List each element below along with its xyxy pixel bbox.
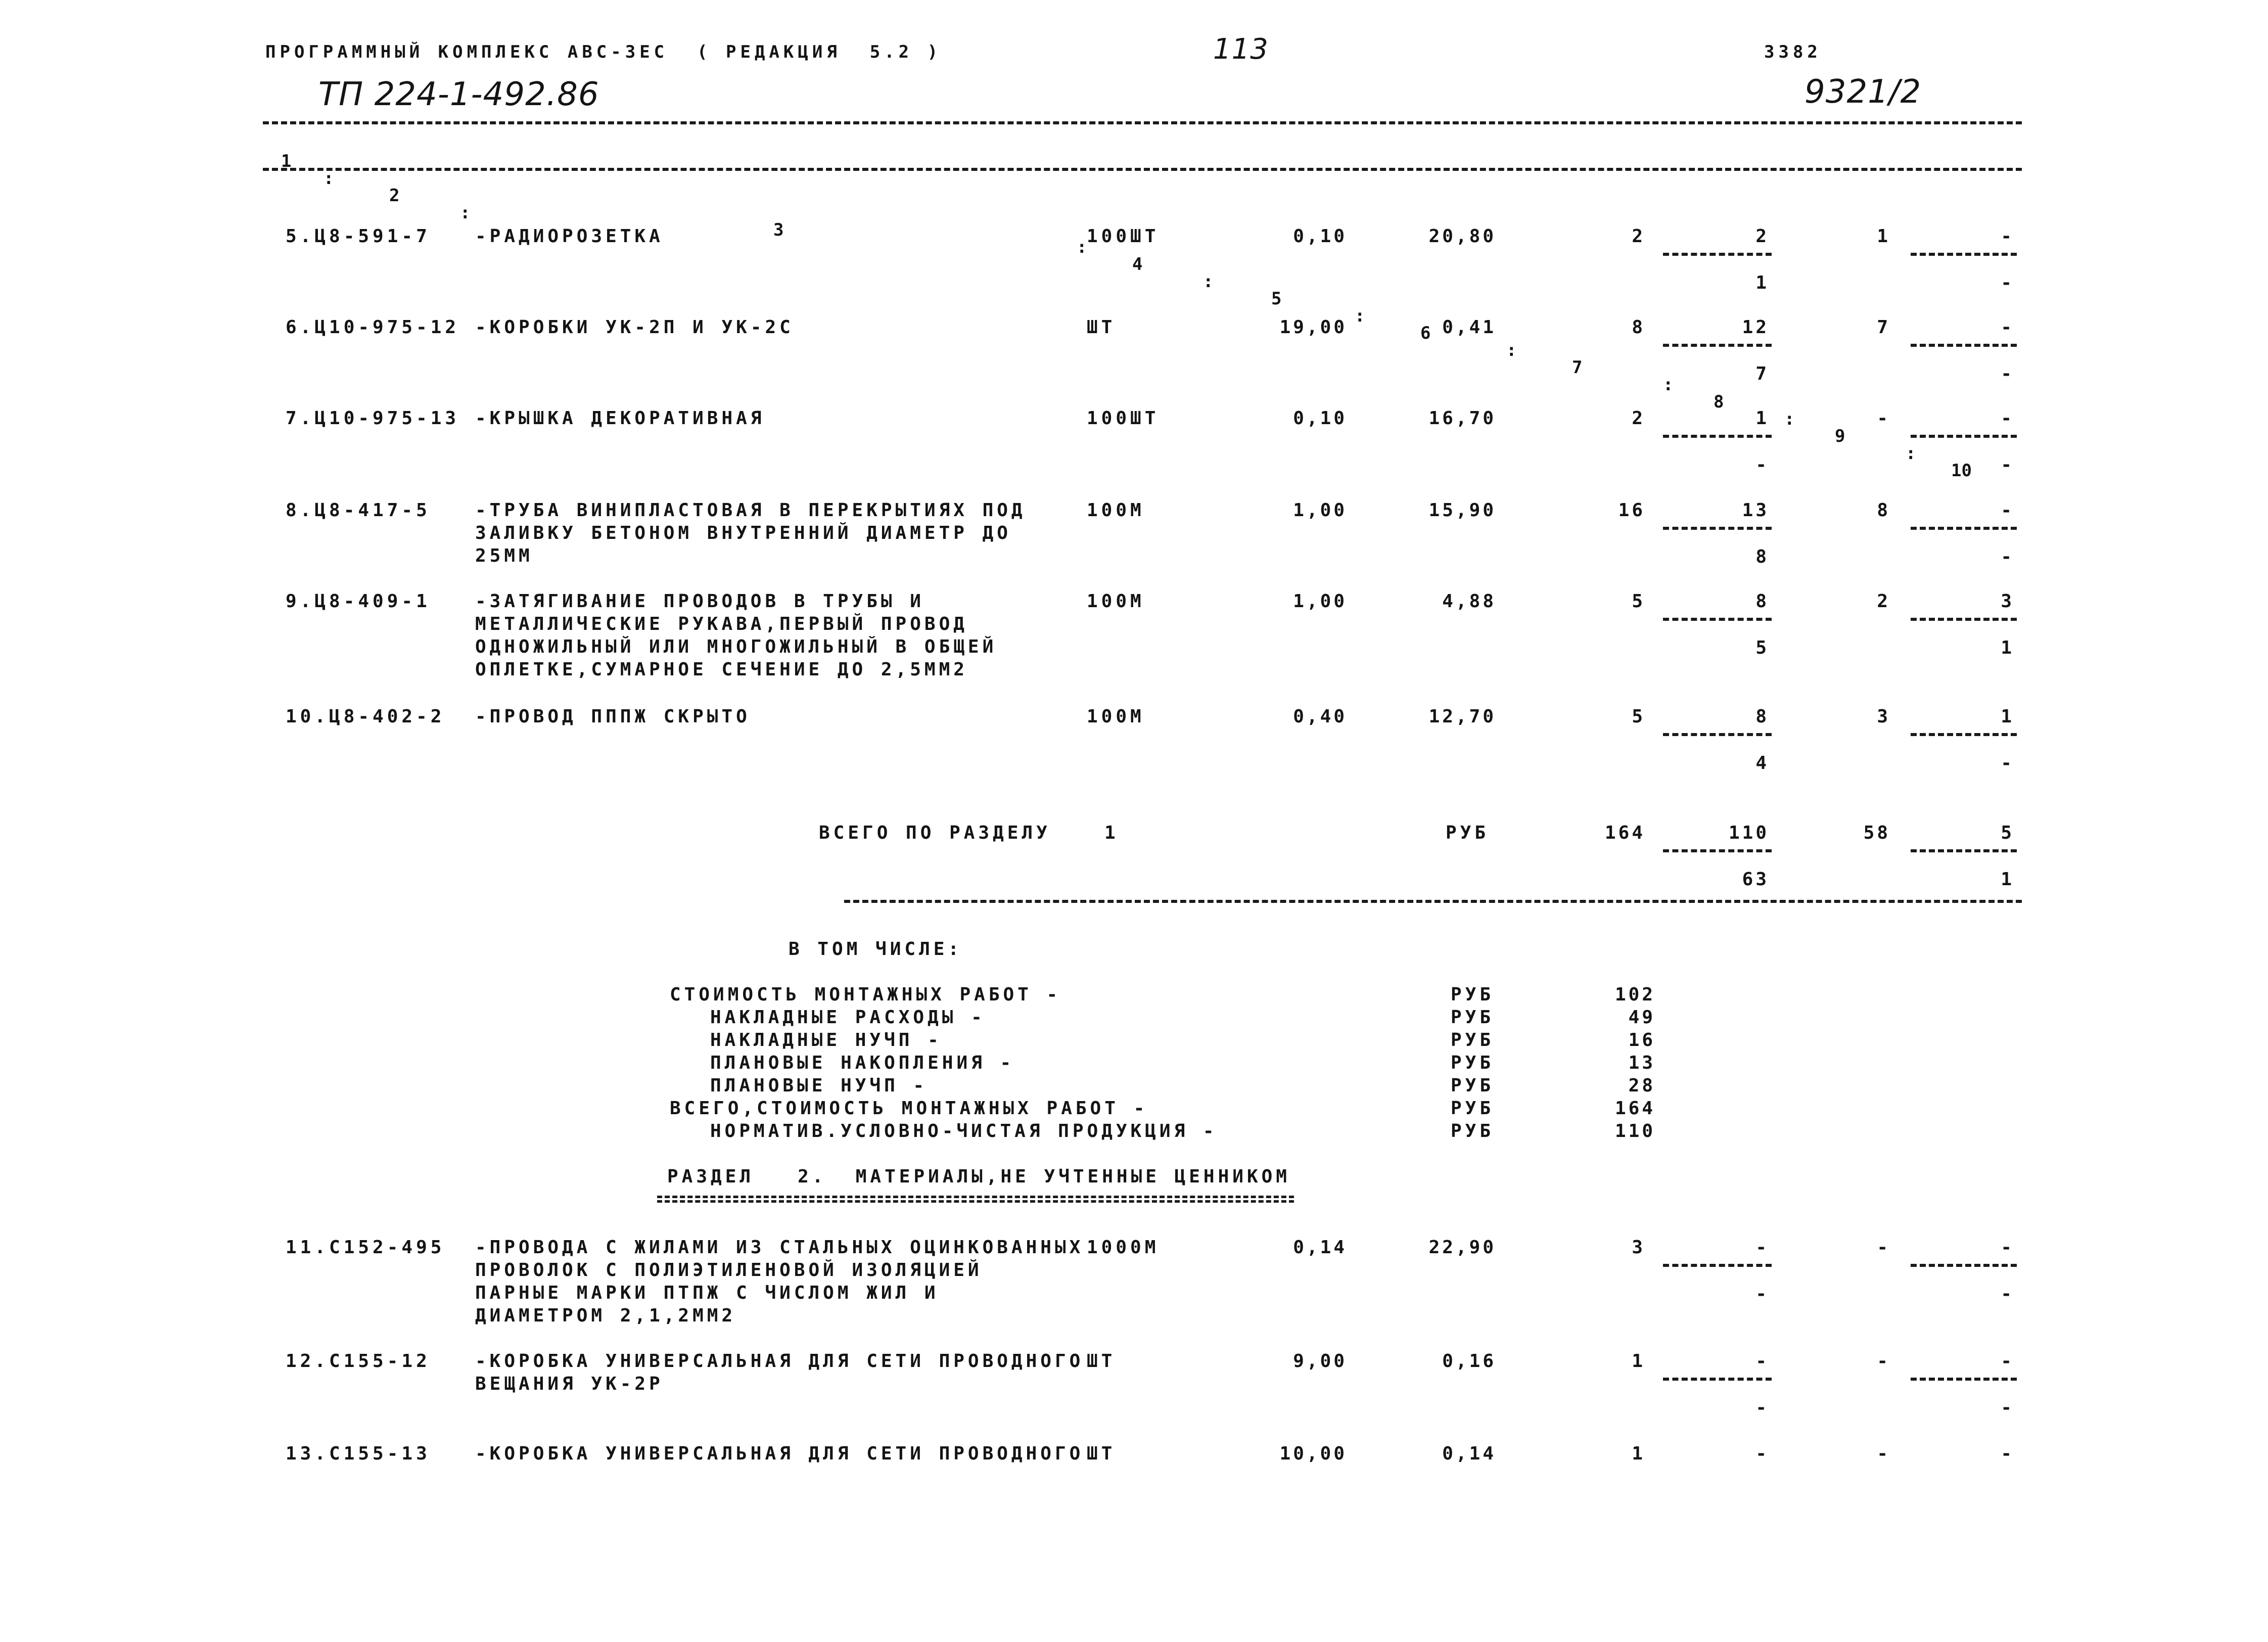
row-col7-total: 16 — [1618, 500, 1645, 521]
row-unit: 100М — [1087, 706, 1145, 727]
row-col8-divider — [1663, 435, 1772, 438]
breakdown-unit: РУБ — [1451, 1098, 1495, 1119]
row-col9: 2 — [1877, 591, 1890, 612]
row-unit: ШТ — [1087, 317, 1116, 338]
row-col8-top: 12 — [1742, 317, 1769, 338]
total-col10-bottom: 1 — [2001, 869, 2014, 890]
breakdown-unit: РУБ — [1451, 1007, 1495, 1028]
row-col10-bottom: - — [2001, 546, 2014, 567]
row-col10-top: - — [2001, 408, 2014, 429]
sheet-number-handwritten: 9321/2 — [1804, 73, 1922, 111]
row-position-code: 12.С155-12 — [286, 1351, 431, 1372]
row-unit: 100М — [1087, 591, 1145, 612]
row-unit: ШТ — [1087, 1443, 1116, 1464]
row-col7-total: 2 — [1632, 226, 1645, 247]
row-name-line: -ПРОВОД ПППЖ СКРЫТО — [475, 706, 751, 727]
row-col10-top: - — [2001, 1351, 2014, 1372]
row-name-line: ОДНОЖИЛЬНЫЙ ИЛИ МНОГОЖИЛЬНЫЙ В ОБЩЕЙ — [475, 636, 997, 657]
col-num-10: 10 — [1951, 461, 1972, 481]
breakdown-unit: РУБ — [1451, 1121, 1495, 1142]
row-unit-price: 0,41 — [1442, 317, 1496, 338]
breakdown-label: ПЛАНОВЫЕ НУЧП - — [710, 1075, 928, 1096]
page-number: 113 — [1213, 33, 1269, 66]
row-col10-bottom: - — [2001, 454, 2014, 475]
row-name-line: -КОРОБКА УНИВЕРСАЛЬНАЯ ДЛЯ СЕТИ ПРОВОДНОГО — [475, 1443, 1084, 1464]
row-col8-bottom: - — [1755, 454, 1769, 475]
row-name-line: ВЕЩАНИЯ УК-2Р — [475, 1374, 664, 1394]
breakdown-label: ВСЕГО,СТОИМОСТЬ МОНТАЖНЫХ РАБОТ - — [670, 1098, 1148, 1119]
breakdown-label: ПЛАНОВЫЕ НАКОПЛЕНИЯ - — [710, 1053, 1015, 1073]
col-num-5: 5 — [1271, 289, 1282, 309]
row-col8-bottom: 7 — [1755, 363, 1769, 384]
row-col10-top: 3 — [2001, 591, 2014, 612]
row-unit-price: 12,70 — [1428, 706, 1496, 727]
row-col10-divider — [1911, 618, 2017, 621]
breakdown-value: 110 — [1614, 1121, 1655, 1142]
row-col10-top: - — [2001, 1237, 2014, 1258]
row-name-line: 25ММ — [475, 545, 533, 566]
row-col10-divider — [1911, 733, 2017, 736]
row-col7-total: 1 — [1632, 1443, 1645, 1464]
row-name-line: ПАРНЫЕ МАРКИ ПТПЖ С ЧИСЛОМ ЖИЛ И — [475, 1283, 939, 1303]
row-unit-price: 15,90 — [1428, 500, 1496, 521]
row-col9: - — [1877, 1237, 1890, 1258]
row-quantity: 19,00 — [1279, 317, 1347, 338]
col-num-7: 7 — [1572, 357, 1583, 378]
breakdown-unit: РУБ — [1451, 1053, 1495, 1073]
row-col8-top: - — [1755, 1443, 1769, 1464]
breakdown-unit: РУБ — [1451, 984, 1495, 1005]
row-position-code: 5.Ц8-591-7 — [286, 226, 431, 247]
row-col8-bottom: 5 — [1755, 637, 1769, 658]
row-unit-price: 0,16 — [1442, 1351, 1496, 1372]
row-col9: 3 — [1877, 706, 1890, 727]
row-position-code: 11.С152-495 — [286, 1237, 445, 1258]
row-col8-bottom: 4 — [1755, 753, 1769, 773]
row-col7-total: 3 — [1632, 1237, 1645, 1258]
breakdown-label: НАКЛАДНЫЕ РАСХОДЫ - — [710, 1007, 986, 1028]
section-2-title: РАЗДЕЛ 2. МАТЕРИАЛЫ,НЕ УЧТЕННЫЕ ЦЕННИКОМ — [667, 1166, 1290, 1187]
document-code: 3382 — [1764, 42, 1822, 62]
row-name-line: -ПРОВОДА С ЖИЛАМИ ИЗ СТАЛЬНЫХ ОЦИНКОВАННЫХ — [475, 1237, 1084, 1258]
row-col8-top: 2 — [1755, 226, 1769, 247]
row-col8-bottom: 1 — [1755, 272, 1769, 293]
row-position-code: 7.Ц10-975-13 — [286, 408, 460, 429]
total-label: ВСЕГО ПО РАЗДЕЛУ — [819, 823, 1051, 843]
row-col7-total: 2 — [1632, 408, 1645, 429]
total-col7: 164 — [1604, 823, 1645, 843]
col-sep: : — [1663, 375, 1674, 395]
row-position-code: 9.Ц8-409-1 — [286, 591, 431, 612]
row-col8-bottom: - — [1755, 1397, 1769, 1418]
row-col10-divider — [1911, 344, 2017, 347]
total-col8-bottom: 63 — [1742, 869, 1769, 890]
row-col10-top: - — [2001, 500, 2014, 521]
row-name-line: МЕТАЛЛИЧЕСКИЕ РУКАВА,ПЕРВЫЙ ПРОВОД — [475, 614, 968, 634]
row-col8-divider — [1663, 1378, 1772, 1381]
row-col8-bottom: 8 — [1755, 546, 1769, 567]
row-col8-top: - — [1755, 1237, 1769, 1258]
row-unit-price: 4,88 — [1442, 591, 1496, 612]
header-bottom-rule — [263, 168, 2022, 171]
row-col10-divider — [1911, 253, 2017, 256]
row-col10-bottom: 1 — [2001, 637, 2014, 658]
row-col7-total: 5 — [1632, 706, 1645, 727]
col-sep: : — [1077, 237, 1087, 257]
total-unit: РУБ — [1446, 823, 1490, 843]
row-col10-top: 1 — [2001, 706, 2014, 727]
col-sep: : — [1355, 306, 1365, 326]
col-sep: : — [1506, 340, 1517, 360]
breakdown-value: 102 — [1614, 984, 1655, 1005]
total-col8-divider — [1663, 849, 1772, 852]
row-quantity: 0,14 — [1293, 1237, 1347, 1258]
col-num-2: 2 — [389, 186, 400, 206]
row-position-code: 10.Ц8-402-2 — [286, 706, 445, 727]
breakdown-unit: РУБ — [1451, 1075, 1495, 1096]
program-title: ПРОГРАММНЫЙ КОМПЛЕКС АВС-3ЕС ( РЕДАКЦИЯ 5.2 ) — [265, 42, 942, 62]
row-col10-bottom: - — [2001, 363, 2014, 384]
col-sep: : — [1784, 409, 1795, 429]
row-col8-divider — [1663, 1264, 1772, 1267]
row-col10-top: - — [2001, 1443, 2014, 1464]
row-name-line: -КОРОБКИ УК-2П И УК-2С — [475, 317, 794, 338]
row-col9: - — [1877, 1351, 1890, 1372]
row-quantity: 0,40 — [1293, 706, 1347, 727]
section-2-underline — [657, 1196, 1294, 1203]
row-col9: 7 — [1877, 317, 1890, 338]
row-unit: 1000М — [1087, 1237, 1160, 1258]
row-name-line: ДИАМЕТРОМ 2,1,2ММ2 — [475, 1305, 736, 1326]
breakdown-value: 13 — [1628, 1053, 1655, 1073]
row-col10-divider — [1911, 527, 2017, 530]
col-num-1: 1 — [281, 151, 292, 171]
row-unit: 100М — [1087, 500, 1145, 521]
row-quantity: 0,10 — [1293, 408, 1347, 429]
total-col9: 58 — [1863, 823, 1890, 843]
row-col10-top: - — [2001, 226, 2014, 247]
breakdown-value: 164 — [1614, 1098, 1655, 1119]
row-unit-price: 0,14 — [1442, 1443, 1496, 1464]
row-col7-total: 1 — [1632, 1351, 1645, 1372]
row-unit: 100ШТ — [1087, 408, 1160, 429]
breakdown-unit: РУБ — [1451, 1030, 1495, 1051]
row-name-line: ОПЛЕТКЕ,СУМАРНОЕ СЕЧЕНИЕ ДО 2,5ММ2 — [475, 659, 968, 680]
row-unit-price: 22,90 — [1428, 1237, 1496, 1258]
total-col10-divider — [1911, 849, 2017, 852]
row-position-code: 13.С155-13 — [286, 1443, 431, 1464]
row-col10-divider — [1911, 1378, 2017, 1381]
row-col8-top: 8 — [1755, 591, 1769, 612]
row-col8-divider — [1663, 733, 1772, 736]
including-label: В ТОМ ЧИСЛЕ: — [789, 939, 963, 960]
row-col8-divider — [1663, 253, 1772, 256]
row-col8-divider — [1663, 527, 1772, 530]
row-col9: 8 — [1877, 500, 1890, 521]
row-position-code: 8.Ц8-417-5 — [286, 500, 431, 521]
breakdown-value: 49 — [1628, 1007, 1655, 1028]
col-sep: : — [1906, 443, 1916, 464]
row-quantity: 9,00 — [1293, 1351, 1347, 1372]
row-name-line: -ЗАТЯГИВАНИЕ ПРОВОДОВ В ТРУБЫ И — [475, 591, 924, 612]
col-num-3: 3 — [773, 220, 784, 240]
breakdown-label: НОРМАТИВ.УСЛОВНО-ЧИСТАЯ ПРОДУКЦИЯ - — [710, 1121, 1218, 1142]
col-sep: : — [323, 168, 334, 189]
row-col9: - — [1877, 1443, 1890, 1464]
row-col9: - — [1877, 408, 1890, 429]
col-num-8: 8 — [1714, 392, 1724, 412]
row-col8-divider — [1663, 618, 1772, 621]
row-name-line: ЗАЛИВКУ БЕТОНОМ ВНУТРЕННИЙ ДИАМЕТР ДО — [475, 523, 1011, 543]
total-col8-top: 110 — [1728, 823, 1769, 843]
row-name-line: -ТРУБА ВИНИПЛАСТОВАЯ В ПЕРЕКРЫТИЯХ ПОД — [475, 500, 1026, 521]
row-col10-divider — [1911, 435, 2017, 438]
row-name-line: -КОРОБКА УНИВЕРСАЛЬНАЯ ДЛЯ СЕТИ ПРОВОДНОГО — [475, 1351, 1084, 1372]
row-col9: 1 — [1877, 226, 1890, 247]
col-sep: : — [460, 203, 471, 223]
total-col4: 1 — [1104, 823, 1119, 843]
row-quantity: 0,10 — [1293, 226, 1347, 247]
row-name-line: -КРЫШКА ДЕКОРАТИВНАЯ — [475, 408, 765, 429]
row-position-code: 6.Ц10-975-12 — [286, 317, 460, 338]
row-col10-bottom: - — [2001, 1397, 2014, 1418]
row-col8-bottom: - — [1755, 1284, 1769, 1304]
breakdown-label: НАКЛАДНЫЕ НУЧП - — [710, 1030, 942, 1051]
row-col10-top: - — [2001, 317, 2014, 338]
row-unit-price: 16,70 — [1428, 408, 1496, 429]
col-num-9: 9 — [1835, 426, 1845, 446]
row-unit-price: 20,80 — [1428, 226, 1496, 247]
header-top-rule — [263, 121, 2022, 124]
row-col10-bottom: - — [2001, 1284, 2014, 1304]
row-name-line: -РАДИОРОЗЕТКА — [475, 226, 664, 247]
breakdown-value: 28 — [1628, 1075, 1655, 1096]
breakdown-value: 16 — [1628, 1030, 1655, 1051]
col-num-6: 6 — [1420, 323, 1431, 343]
breakdown-label: СТОИМОСТЬ МОНТАЖНЫХ РАБОТ - — [670, 984, 1061, 1005]
row-col8-top: 13 — [1742, 500, 1769, 521]
total-col10-top: 5 — [2001, 823, 2014, 843]
row-col7-total: 5 — [1632, 591, 1645, 612]
row-unit: ШТ — [1087, 1351, 1116, 1372]
col-sep: : — [1203, 271, 1214, 292]
row-col10-divider — [1911, 1264, 2017, 1267]
row-col8-top: 8 — [1755, 706, 1769, 727]
section-total-rule — [844, 900, 2022, 903]
row-quantity: 1,00 — [1293, 591, 1347, 612]
col-num-4: 4 — [1132, 254, 1143, 275]
row-unit: 100ШТ — [1087, 226, 1160, 247]
row-col7-total: 8 — [1632, 317, 1645, 338]
row-quantity: 1,00 — [1293, 500, 1347, 521]
row-col10-bottom: - — [2001, 272, 2014, 293]
row-col8-divider — [1663, 344, 1772, 347]
project-number-handwritten: ТП 224-1-492.86 — [318, 76, 599, 113]
row-col8-top: - — [1755, 1351, 1769, 1372]
row-col10-bottom: - — [2001, 753, 2014, 773]
row-quantity: 10,00 — [1279, 1443, 1347, 1464]
row-name-line: ПРОВОЛОК С ПОЛИЭТИЛЕНОВОЙ ИЗОЛЯЦИЕЙ — [475, 1260, 983, 1281]
row-col8-top: 1 — [1755, 408, 1769, 429]
